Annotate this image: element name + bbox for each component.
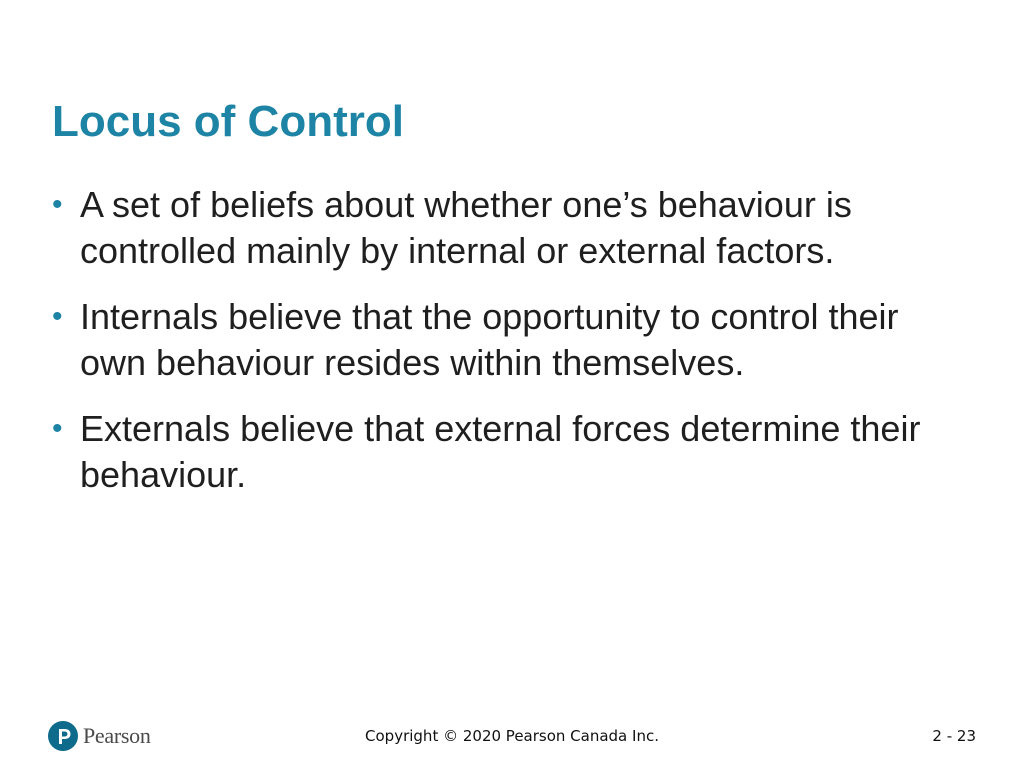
slide-title: Locus of Control: [52, 97, 404, 146]
bullet-dot-icon: •: [52, 188, 63, 221]
bullet-item: [52, 182, 972, 274]
logo-wordmark: Pearson: [83, 723, 151, 748]
bullet-item: [52, 406, 972, 498]
copyright-text: Copyright © 2020 Pearson Canada Inc.: [365, 727, 659, 745]
bullet-list: [52, 182, 972, 518]
page-number: 2 - 23: [932, 727, 976, 745]
bullet-item: [52, 294, 972, 386]
bullet-dot-icon: •: [52, 300, 63, 333]
bullet-dot-icon: •: [52, 412, 63, 445]
bullet-text: A set of beliefs about whether one’s behaviour is controlled mainly by internal or external factors.: [80, 184, 852, 271]
bullet-text: Internals believe that the opportunity to control their own behaviour resides within themselves.: [80, 296, 899, 383]
bullet-text: Externals believe that external forces determine their behaviour.: [80, 408, 921, 495]
